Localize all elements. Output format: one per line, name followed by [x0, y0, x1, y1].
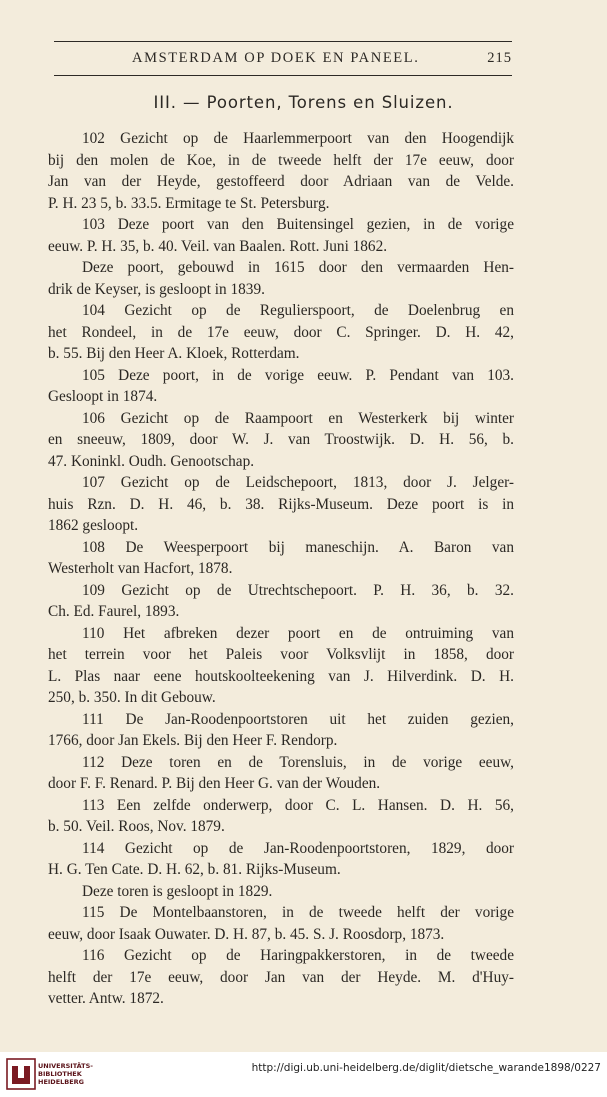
text-line: en sneeuw, 1809, door W. J. van Troostwijk. D. H. 56, b.: [48, 431, 514, 448]
text-line: Ch. Ed. Faurel, 1893.: [48, 603, 180, 620]
text-line: helft der 17e eeuw, door Jan van der Heyde. M. d'Huy-: [48, 968, 514, 986]
running-head: [54, 50, 512, 72]
text-line: 107 Gezicht op de Leidschepoort, 1813, door J. Jelger-: [82, 474, 514, 491]
text-line: H. G. Ten Cate. D. H. 62, b. 81. Rijks-Museum.: [48, 861, 341, 878]
text-line: eeuw, door Isaak Ouwater. D. H. 87, b. 45. S. J. Roosdorp, 1873.: [48, 925, 445, 943]
section-title: III. — Poorten, Torens en Sluizen.: [153, 93, 454, 112]
body-text: [48, 128, 514, 1010]
text-line: Deze toren is gesloopt in 1829.: [82, 882, 273, 900]
text-line: 108 De Weesperpoort bij maneschijn. A. Baron van: [82, 538, 514, 556]
text-line: 113 Een zelfde onderwerp, door C. L. Hansen. D. H. 56,: [82, 796, 514, 814]
text-line: 106 Gezicht op de Raampoort en Westerkerk bij winter: [82, 409, 514, 427]
text-line: b. 50. Veil. Roos, Nov. 1879.: [48, 818, 225, 835]
text-line: Westerholt van Hacfort, 1878.: [48, 560, 233, 577]
library-name-line: HEIDELBERG: [38, 1078, 85, 1086]
text-line: door F. F. Renard. P. Bij den Heer G. van der Wouden.: [48, 775, 381, 792]
footer-bar: [0, 1052, 607, 1097]
text-line: b. 55. Bij den Heer A. Kloek, Rotterdam.: [48, 345, 300, 362]
text-line: 115 De Montelbaanstoren, in de tweede helft der vorige: [82, 904, 514, 921]
source-url-link[interactable]: http://digi.ub.uni-heidelberg.de/diglit/dietsche_warande1898/0227: [251, 1062, 601, 1074]
text-line: 116 Gezicht op de Haringpakkerstoren, in de tweede: [82, 947, 514, 964]
page-number: 215: [487, 50, 512, 66]
library-name-line: BIBLIOTHEK: [38, 1070, 82, 1078]
text-line: Deze poort, gebouwd in 1615 door den vermaarden Hen-: [82, 259, 514, 276]
running-title: AMSTERDAM OP DOEK EN PANEEL.: [132, 50, 420, 66]
text-line: 110 Het afbreken dezer poort en de ontruiming van: [82, 624, 514, 642]
text-line: 111 De Jan-Roodenpoortstoren uit het zuiden gezien,: [82, 710, 514, 728]
text-line: L. Plas naar eene houtskoolteekening van J. Hilverdink. D. H.: [48, 667, 514, 685]
text-line: het terrein voor het Paleis voor Volksvlijt in 1858, door: [48, 646, 514, 663]
text-line: 1862 gesloopt.: [48, 517, 139, 534]
text-line: 112 Deze toren en de Torensluis, in de vorige eeuw,: [82, 753, 514, 771]
text-line: eeuw. P. H. 35, b. 40. Veil. van Baalen. Rott. Juni 1862.: [48, 237, 388, 255]
top-rule: [54, 41, 512, 42]
text-line: 104 Gezicht op de Regulierspoort, de Doelenbrug en: [82, 302, 514, 319]
text-line: drik de Keyser, is gesloopt in 1839.: [48, 280, 265, 298]
text-line: vetter. Antw. 1872.: [48, 990, 164, 1007]
text-line: Gesloopt in 1874.: [48, 388, 158, 405]
text-line: 109 Gezicht op de Utrechtschepoort. P. H. 36, b. 32.: [82, 581, 514, 599]
text-line: bij den molen de Koe, in de tweede helft der 17e eeuw, door: [48, 151, 514, 169]
text-line: 250, b. 350. In dit Gebouw.: [48, 689, 216, 706]
text-line: 105 Deze poort, in de vorige eeuw. P. Pendant van 103.: [82, 366, 514, 384]
text-line: Jan van der Heyde, gestoffeerd door Adriaan van de Velde.: [48, 173, 514, 190]
text-line: het Rondeel, in de 17e eeuw, door C. Springer. D. H. 42,: [48, 323, 514, 341]
text-line: 1766, door Jan Ekels. Bij den Heer F. Rendorp.: [48, 732, 338, 749]
text-line: 114 Gezicht op de Jan-Roodenpoortstoren, 1829, door: [82, 839, 514, 857]
text-line: 47. Koninkl. Oudh. Genootschap.: [48, 452, 255, 470]
text-line: P. H. 23 5, b. 33.5. Ermitage te St. Petersburg.: [48, 194, 330, 212]
text-line: 103 Deze poort van den Buitensingel gezien, in de vorige: [82, 216, 514, 233]
text-line: 102 Gezicht op de Haarlemmerpoort van den Hoogendijk: [82, 130, 514, 147]
library-name: [38, 1062, 93, 1086]
text-line: huis Rzn. D. H. 46, b. 38. Rijks-Museum. Deze poort is in: [48, 495, 514, 513]
library-logo-icon: [6, 1058, 36, 1090]
header-rule: [54, 75, 512, 76]
library-name-line: UNIVERSITÄTS-: [38, 1062, 93, 1070]
